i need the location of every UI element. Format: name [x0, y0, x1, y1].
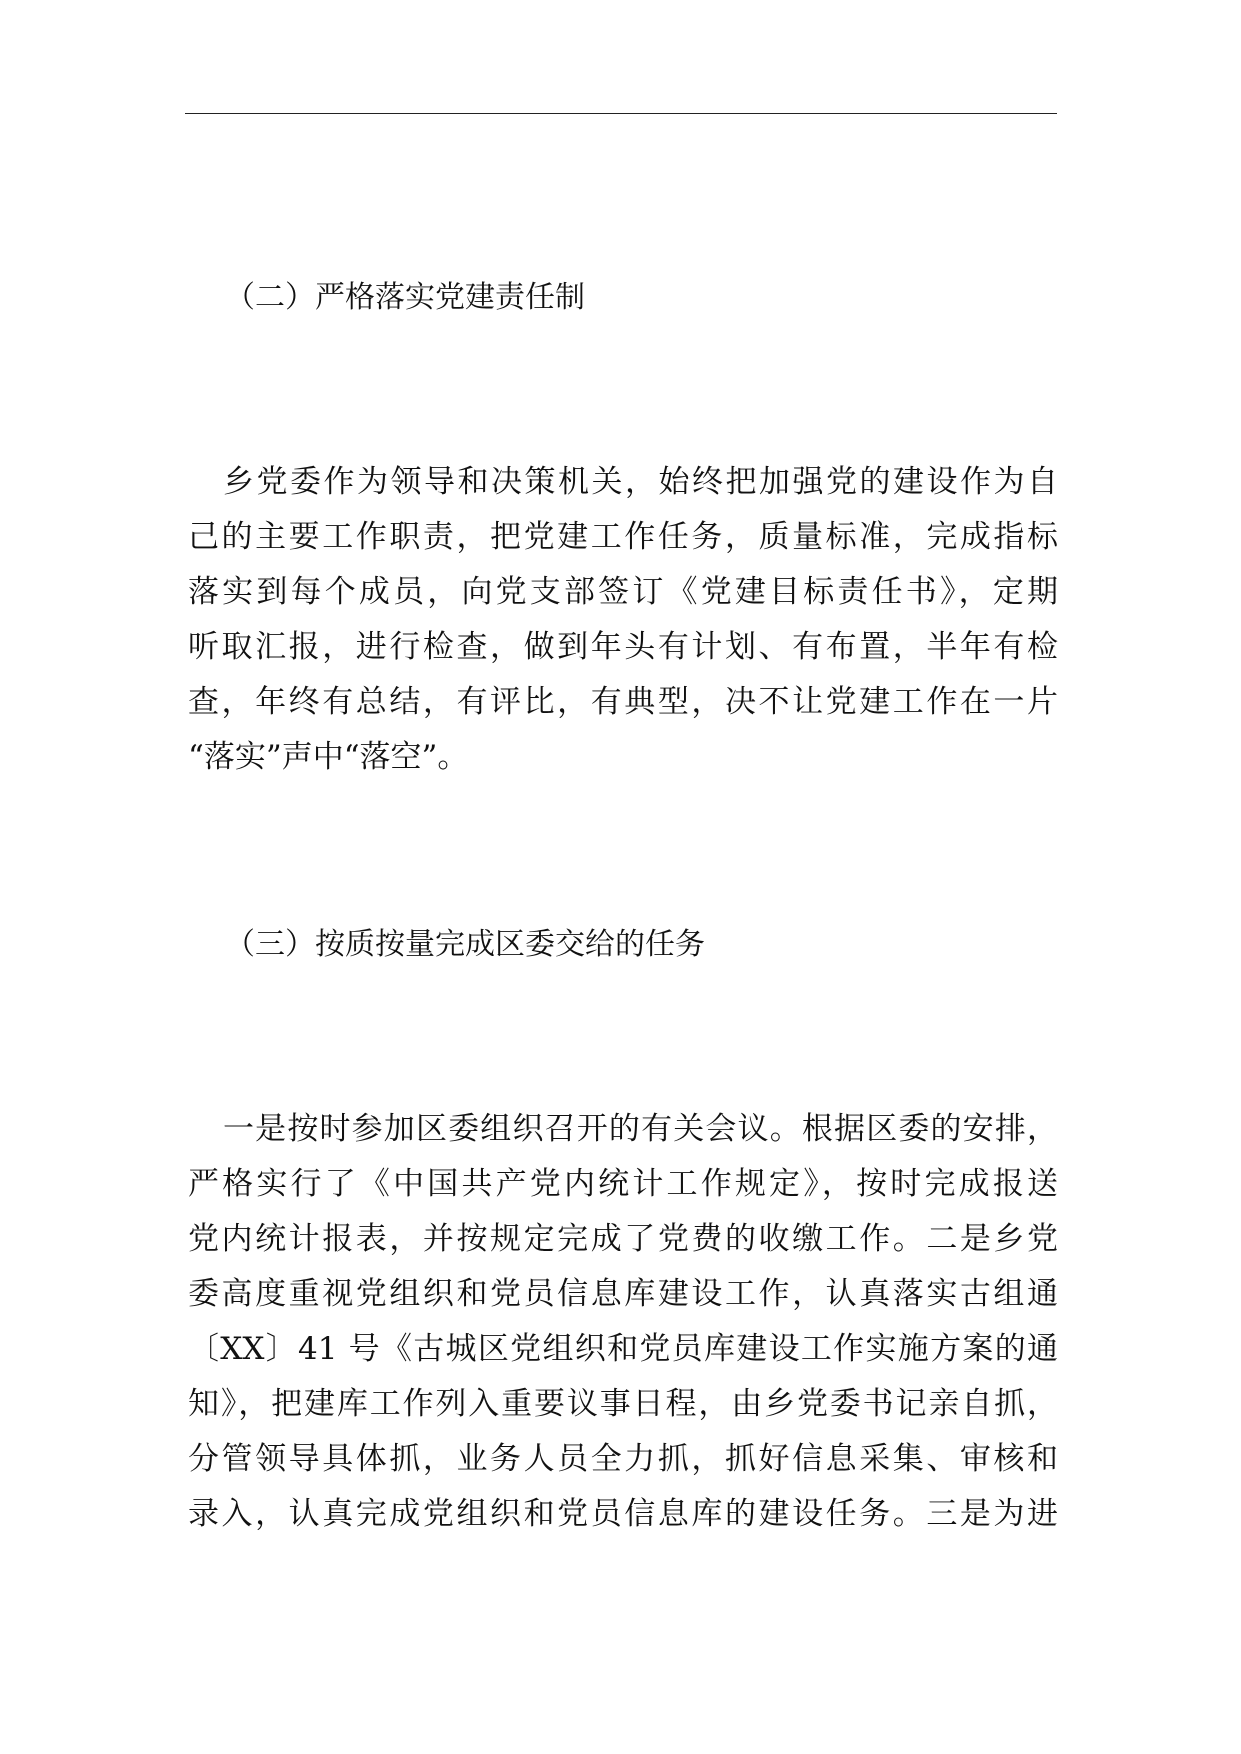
paragraph-line: 分管领导具体抓，业务人员全力抓，抓好信息采集、审核和 — [188, 1441, 1058, 1477]
paragraph-line: 查，年终有总结，有评比，有典型，决不让党建工作在一片 — [188, 684, 1058, 720]
paragraph-line: 己的主要工作职责，把党建工作任务，质量标准，完成指标 — [188, 519, 1058, 555]
paragraph-line: 知》，把建库工作列入重要议事日程，由乡党委书记亲自抓， — [188, 1386, 1058, 1422]
paragraph-line: 录入，认真完成党组织和党员信息库的建设任务。三是为进 — [188, 1496, 1058, 1532]
header-rule — [185, 113, 1057, 114]
paragraph-line: 严格实行了《中国共产党内统计工作规定》，按时完成报送 — [188, 1166, 1058, 1202]
section-3-paragraph — [188, 1102, 1058, 1542]
paragraph-line: 〔XX〕41 号《古城区党组织和党员库建设工作实施方案的通 — [188, 1331, 1058, 1367]
paragraph-line: 乡党委作为领导和决策机关，始终把加强党的建设作为自 — [223, 464, 1058, 500]
section-2-paragraph — [188, 455, 1058, 785]
paragraph-line: 党内统计报表，并按规定完成了党费的收缴工作。二是乡党 — [188, 1221, 1058, 1257]
section-heading-2: （二）严格落实党建责任制 — [225, 280, 585, 315]
paragraph-line: 委高度重视党组织和党员信息库建设工作，认真落实古组通 — [188, 1276, 1058, 1312]
paragraph-line: 一是按时参加区委组织召开的有关会议。根据区委的安排， — [223, 1111, 1058, 1147]
section-heading-3: （三）按质按量完成区委交给的任务 — [225, 927, 705, 962]
paragraph-line: “落实”声中“落空”。 — [188, 739, 469, 775]
paragraph-line: 听取汇报，进行检查，做到年头有计划、有布置，半年有检 — [188, 629, 1058, 665]
paragraph-line: 落实到每个成员，向党支部签订《党建目标责任书》，定期 — [188, 574, 1058, 610]
